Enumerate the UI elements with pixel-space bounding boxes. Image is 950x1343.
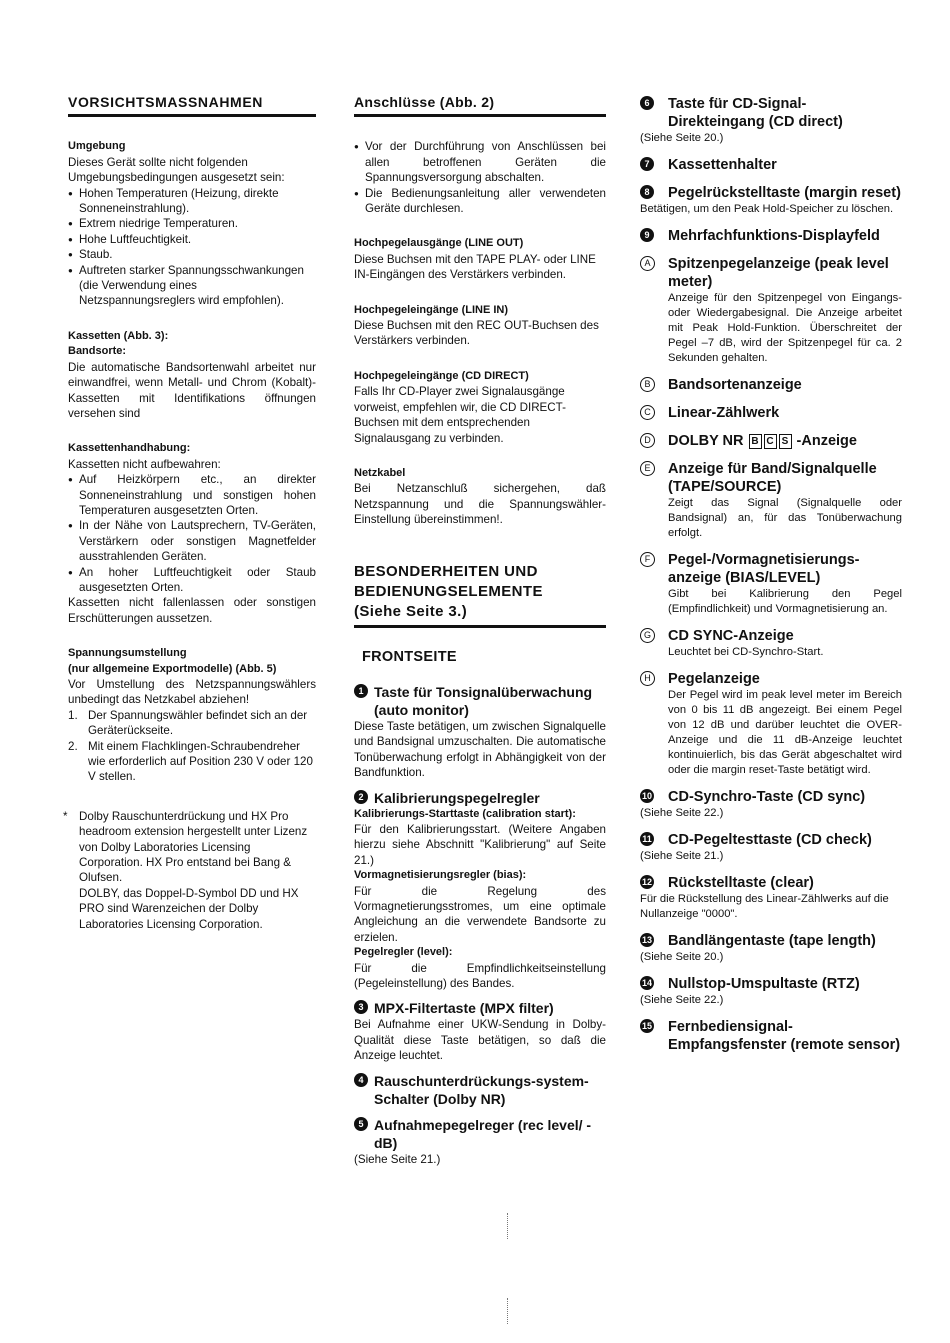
line-in-text: Diese Buchsen mit den REC OUT-Buchsen des Verstärkers verbinden. bbox=[354, 319, 599, 348]
features-title-line2: BEDIENUNGSELEMENTE bbox=[354, 582, 543, 600]
number-badge: 10 bbox=[641, 791, 652, 801]
control-title: Rückstelltaste (clear) bbox=[668, 875, 814, 891]
power-cord-section bbox=[354, 466, 606, 528]
display-item-d bbox=[640, 432, 902, 450]
control-title: Taste für Tonsignalüberwachung (auto monitor) bbox=[374, 683, 593, 718]
list-item: ● Auf Heizkörpern etc., an direkter Sonneneinstrahlung und sonstigen hohen Temperaturen ausgesetzten Orten. bbox=[68, 472, 316, 518]
number-badge: 4 bbox=[354, 1073, 368, 1087]
control-title: CD-Pegeltesttaste (CD check) bbox=[668, 832, 872, 848]
cd-direct-heading: Hochpegeleingänge (CD DIRECT) bbox=[354, 369, 529, 382]
control-title: Mehrfachfunktions-Displayfeld bbox=[668, 228, 880, 244]
display-item-h bbox=[640, 670, 902, 778]
control-heading bbox=[354, 999, 606, 1017]
control-title: Fernbediensignal-Empfangsfenster (remote sensor) bbox=[668, 1019, 901, 1053]
control-item-1 bbox=[354, 683, 606, 781]
display-heading bbox=[640, 432, 902, 450]
display-title: CD SYNC-Anzeige bbox=[668, 628, 794, 644]
number-badge: 3 bbox=[354, 1000, 368, 1014]
control-title: Aufnahmepegelreger (rec level/ -dB) bbox=[374, 1116, 592, 1151]
list-item bbox=[68, 708, 316, 739]
dolby-note bbox=[63, 809, 316, 932]
control-item-13 bbox=[640, 932, 902, 965]
control-heading bbox=[354, 789, 606, 807]
control-text: (Siehe Seite 21.) bbox=[640, 850, 724, 862]
control-item-14 bbox=[640, 975, 902, 1008]
column-precautions bbox=[63, 94, 316, 932]
display-text: Leuchtet bei CD-Synchro-Start. bbox=[668, 646, 824, 658]
environment-intro: Dieses Gerät sollte nicht folgenden Umgebungsbedingungen ausgesetzt sein: bbox=[68, 155, 285, 185]
display-item-f bbox=[640, 551, 902, 617]
display-title: Anzeige für Band/Signalquelle (TAPE/SOURCE) bbox=[668, 461, 877, 495]
letter-badge: E bbox=[640, 461, 655, 476]
control-text: (Siehe Seite 20.) bbox=[640, 951, 724, 963]
control-text: Betätigen, um den Peak Hold-Speicher zu löschen. bbox=[640, 203, 894, 215]
handling-outro: Kassetten nicht fallenlassen oder sonstigen Erschütterungen aussetzen. bbox=[68, 596, 316, 625]
bias-text: Für die Regelung des Vormagnetierungsstromes, um eine optimale Angleichung an die verwendete Bandsorte zu erzielen. bbox=[354, 884, 606, 944]
control-title: Pegelrückstelltaste (margin reset) bbox=[668, 185, 901, 201]
scan-mark bbox=[507, 1213, 510, 1239]
tape-type-heading: Bandsorte: bbox=[68, 345, 127, 358]
section-title-connections: Anschlüsse (Abb. 2) bbox=[354, 95, 606, 117]
handling-heading: Kassettenhandhabung: bbox=[68, 442, 191, 455]
display-title: Spitzenpegelanzeige (peak level meter) bbox=[668, 256, 889, 290]
environment-heading: Umgebung bbox=[68, 140, 126, 153]
number-badge: 2 bbox=[354, 790, 368, 804]
control-title: Taste für CD-Signal-Direkteingang (CD direct) bbox=[668, 96, 843, 130]
control-heading bbox=[640, 874, 902, 892]
control-item-3 bbox=[354, 999, 606, 1063]
number-badge: 1 bbox=[354, 684, 368, 698]
line-out-heading: Hochpegelausgänge (LINE OUT) bbox=[354, 237, 524, 250]
display-item-c bbox=[640, 404, 902, 422]
control-item-6 bbox=[640, 95, 902, 146]
level-text: Für die Empfindlichkeitseinstellung (Pegeleinstellung) des Bandes. bbox=[354, 961, 606, 991]
features-title-line1: BESONDERHEITEN UND bbox=[354, 562, 538, 580]
number-badge: 8 bbox=[640, 185, 654, 199]
cassette-handling-section bbox=[68, 441, 316, 626]
control-heading bbox=[354, 1072, 606, 1108]
display-title: Linear-Zählwerk bbox=[668, 405, 780, 421]
control-heading bbox=[640, 1018, 902, 1054]
control-title: Kassettenhalter bbox=[668, 157, 777, 173]
control-title: Nullstop-Umspultaste (RTZ) bbox=[668, 976, 860, 992]
dolby-note-text-2: DOLBY, das Doppel-D-Symbol DD und HX PRO sind Warenzeichen der Dolby Laboratories Licensing Corporation. bbox=[79, 886, 299, 931]
front-panel-heading: FRONTSEITE bbox=[362, 648, 457, 665]
step-text: Mit einem Flachklingen-Schraubendreher wie erforderlich auf Position 230 V oder 120 V stellen. bbox=[88, 739, 313, 784]
display-heading bbox=[640, 551, 902, 587]
line-out-text: Diese Buchsen mit den TAPE PLAY- oder LINE IN-Eingängen des Verstärkers verbinden. bbox=[354, 252, 596, 282]
control-heading bbox=[640, 788, 902, 806]
display-heading bbox=[640, 376, 902, 394]
display-item-a bbox=[640, 255, 902, 366]
connections-list bbox=[354, 139, 606, 216]
control-heading bbox=[640, 156, 902, 174]
line-in-section bbox=[354, 303, 606, 349]
control-item-12 bbox=[640, 874, 902, 922]
display-item-b bbox=[640, 376, 902, 394]
voltage-heading: Spannungsumstellung bbox=[68, 647, 187, 660]
column-controls bbox=[640, 95, 902, 1064]
number-badge: 11 bbox=[640, 832, 654, 846]
voltage-subheading: (nur allgemeine Exportmodelle) (Abb. 5) bbox=[68, 662, 277, 675]
voltage-steps bbox=[68, 708, 316, 785]
control-title: Rauschunterdrückungs-system-Schalter (Dolby NR) bbox=[374, 1072, 589, 1107]
bias-heading: Vormagnetisierungsregler (bias): bbox=[354, 869, 527, 882]
calibration-start-text: Für den Kalibrierungsstart. (Weitere Angaben hierzu siehe Abschnitt "Kalibrierung" auf Seite 21.) bbox=[354, 822, 606, 867]
tape-type-text: Die automatische Bandsortenwahl arbeitet nur einwandfrei, wenn Metall- und Chrom (Kobalt)-Kassetten mit Identifikations öffnungen versehen sind bbox=[68, 360, 316, 420]
display-title: Pegel-/Vormagnetisierungs-anzeige (BIAS/LEVEL) bbox=[668, 552, 860, 586]
number-badge: 12 bbox=[641, 877, 652, 887]
number-badge: 9 bbox=[640, 228, 654, 242]
step-number: 1. bbox=[68, 708, 78, 722]
display-heading bbox=[640, 627, 902, 645]
control-item-11 bbox=[640, 831, 902, 864]
environment-section bbox=[68, 139, 316, 308]
letter-badge: C bbox=[640, 405, 655, 420]
number-badge: 13 bbox=[641, 935, 652, 945]
control-item-9 bbox=[640, 227, 902, 245]
letter-badge: F bbox=[640, 552, 655, 567]
dolby-c-box: C bbox=[764, 434, 777, 449]
line-in-heading: Hochpegeleingänge (LINE IN) bbox=[354, 303, 509, 316]
control-item-5 bbox=[354, 1116, 606, 1167]
display-text: Anzeige für den Spitzenpegel von Eingangs- oder Wiedergabesignal. Die Anzeige arbeitet mit Peak Hold-Funktion. Überschreitet der Pegel –7 dB, wird der Spitzenpegel für ca. 2 Sekunden gehalten. bbox=[668, 292, 902, 364]
display-title: Bandsortenanzeige bbox=[668, 377, 802, 393]
list-item bbox=[68, 739, 316, 785]
control-heading bbox=[640, 932, 902, 950]
control-text: Bei Aufnahme einer UKW-Sendung in Dolby-Qualität diese Taste betätigen, so daß die Anzeige leuchtet. bbox=[354, 1018, 606, 1063]
control-item-2 bbox=[354, 789, 606, 992]
power-cord-text: Bei Netzanschluß sichergehen, daß Netzspannung und die Spannungswähler-Einstellung übereinstimmen!. bbox=[354, 482, 606, 527]
control-heading bbox=[640, 95, 902, 131]
features-title-line3: (Siehe Seite 3.) bbox=[354, 602, 468, 620]
letter-badge: G bbox=[640, 628, 655, 643]
display-item-e bbox=[640, 460, 902, 541]
control-item-10 bbox=[640, 788, 902, 821]
cassettes-heading: Kassetten (Abb. 3): bbox=[68, 329, 169, 342]
handling-intro: Kassetten nicht aufbewahren: bbox=[68, 457, 221, 471]
letter-badge: H bbox=[640, 671, 655, 686]
control-heading bbox=[640, 184, 902, 202]
control-title: Bandlängentaste (tape length) bbox=[668, 933, 876, 949]
control-title: Kalibrierungspegelregler bbox=[374, 789, 540, 806]
list-item: ● Vor der Durchführung von Anschlüssen bei allen betroffenen Geräten die Spannungsversorgung abschalten. bbox=[354, 139, 606, 185]
list-item: ● Extrem niedrige Temperaturen. bbox=[68, 216, 316, 231]
control-title: CD-Synchro-Taste (CD sync) bbox=[668, 789, 866, 805]
number-badge: 5 bbox=[354, 1117, 368, 1131]
list-item: ● Staub. bbox=[68, 247, 316, 262]
display-heading bbox=[640, 255, 902, 291]
display-title: DOLBY NR bbox=[668, 433, 744, 449]
control-item-7 bbox=[640, 156, 902, 174]
control-text: (Siehe Seite 22.) bbox=[640, 994, 724, 1006]
cd-direct-text: Falls Ihr CD-Player zwei Signalausgänge vorweist, empfehlen wir, die CD DIRECT-Buchsen mit dem entsprechenden Signalausgang zu verbinden. bbox=[354, 385, 566, 445]
control-heading bbox=[354, 1116, 606, 1152]
cassettes-section bbox=[68, 329, 316, 421]
level-heading: Pegelregler (level): bbox=[354, 946, 453, 959]
control-item-4 bbox=[354, 1072, 606, 1108]
control-heading bbox=[640, 227, 902, 245]
scan-mark bbox=[507, 1298, 510, 1324]
display-text: Gibt bei Kalibrierung den Pegel (Empfindlichkeit) und Vormagnetisierung an. bbox=[668, 588, 902, 615]
control-heading bbox=[640, 975, 902, 993]
cd-direct-section bbox=[354, 369, 606, 446]
letter-badge: A bbox=[640, 256, 655, 271]
dolby-s-box: S bbox=[779, 434, 792, 449]
display-heading bbox=[640, 460, 902, 496]
list-item: ● Hohe Luftfeuchtigkeit. bbox=[68, 232, 316, 247]
control-heading bbox=[354, 683, 606, 719]
line-out-section bbox=[354, 236, 606, 282]
list-item: ● An hoher Luftfeuchtigkeit oder Staub ausgesetzten Orten. bbox=[68, 565, 316, 596]
environment-list bbox=[68, 186, 316, 309]
list-item: ● In der Nähe von Lautsprechern, TV-Geräten, Verstärkern oder sonstigen Magnetfelder ausstrahlenden Geräten. bbox=[68, 518, 316, 564]
number-badge: 6 bbox=[640, 96, 654, 110]
number-badge: 7 bbox=[640, 157, 654, 171]
step-number: 2. bbox=[68, 739, 78, 753]
dolby-note-text-1: Dolby Rauschunterdrückung und HX Pro headroom extension hergestellt unter Lizenz von Dolby Laboratories Licensing Corporation. HX Pro entstand bei Bang & Olufsen. bbox=[79, 809, 308, 885]
power-cord-heading: Netzkabel bbox=[354, 466, 406, 479]
list-item: ● Hohen Temperaturen (Heizung, direkte Sonneneinstrahlung). bbox=[68, 186, 316, 217]
asterisk: * bbox=[63, 809, 68, 823]
voltage-section bbox=[68, 646, 316, 785]
control-text: (Siehe Seite 21.) bbox=[354, 1152, 441, 1166]
connections-bullets bbox=[354, 139, 606, 216]
control-text: (Siehe Seite 22.) bbox=[640, 807, 724, 819]
control-heading bbox=[640, 831, 902, 849]
column-connections bbox=[354, 95, 606, 1175]
step-text: Der Spannungswähler befindet sich an der Geräterückseite. bbox=[88, 708, 308, 738]
control-item-8 bbox=[640, 184, 902, 217]
display-item-g bbox=[640, 627, 902, 660]
display-title-suffix: -Anzeige bbox=[796, 433, 857, 449]
control-title: MPX-Filtertaste (MPX filter) bbox=[374, 1000, 554, 1017]
dolby-b-box: B bbox=[749, 434, 762, 449]
control-text: Für die Rückstellung des Linear-Zählwerks auf die Nullanzeige "0000". bbox=[640, 893, 889, 920]
calibration-start-heading: Kalibrierungs-Starttaste (calibration start): bbox=[354, 807, 576, 820]
control-text: Diese Taste betätigen, um zwischen Signalquelle und Bandsignal umzuschalten. Die automatische Tonüberwachung erfolgt in Abhängigkeit von der Bandfunktion. bbox=[354, 719, 606, 780]
display-text: Zeigt das Signal (Signalquelle oder Bandsignal) an, für das Tonüberwachung erfolgt. bbox=[668, 497, 902, 539]
display-title: Pegelanzeige bbox=[668, 671, 760, 687]
voltage-intro: Vor Umstellung des Netzspannungswählers unbedingt das Netzkabel abziehen! bbox=[68, 678, 316, 707]
features-title bbox=[354, 562, 606, 628]
display-heading bbox=[640, 404, 902, 422]
control-item-15 bbox=[640, 1018, 902, 1054]
section-title-precautions: VORSICHTSMASSNAHMEN bbox=[68, 95, 316, 117]
list-item: ● Die Bedienungsanleitung aller verwendeten Geräte durchlesen. bbox=[354, 186, 606, 217]
handling-list bbox=[68, 472, 316, 595]
list-item: ● Auftreten starker Spannungsschwankungen (die Verwendung eines Netzspannungsreglers wird empfohlen). bbox=[68, 263, 316, 309]
letter-badge: D bbox=[640, 433, 655, 448]
number-badge: 15 bbox=[641, 1021, 652, 1031]
number-badge: 14 bbox=[641, 978, 652, 988]
control-text: (Siehe Seite 20.) bbox=[640, 132, 724, 144]
display-heading bbox=[640, 670, 902, 688]
display-text: Der Pegel wird im peak level meter im Bereich von 0 bis 11 dB angezeigt. Bei einem Pegel von 12 dB und darüber leuchtet die OVER-Anzeige und die 11 dB-Anzeige leuchtet kontinuierlich, bis das Gerät abgeschaltet wird oder die margin reset-Taste betätigt wird. bbox=[668, 689, 902, 776]
letter-badge: B bbox=[640, 377, 655, 392]
